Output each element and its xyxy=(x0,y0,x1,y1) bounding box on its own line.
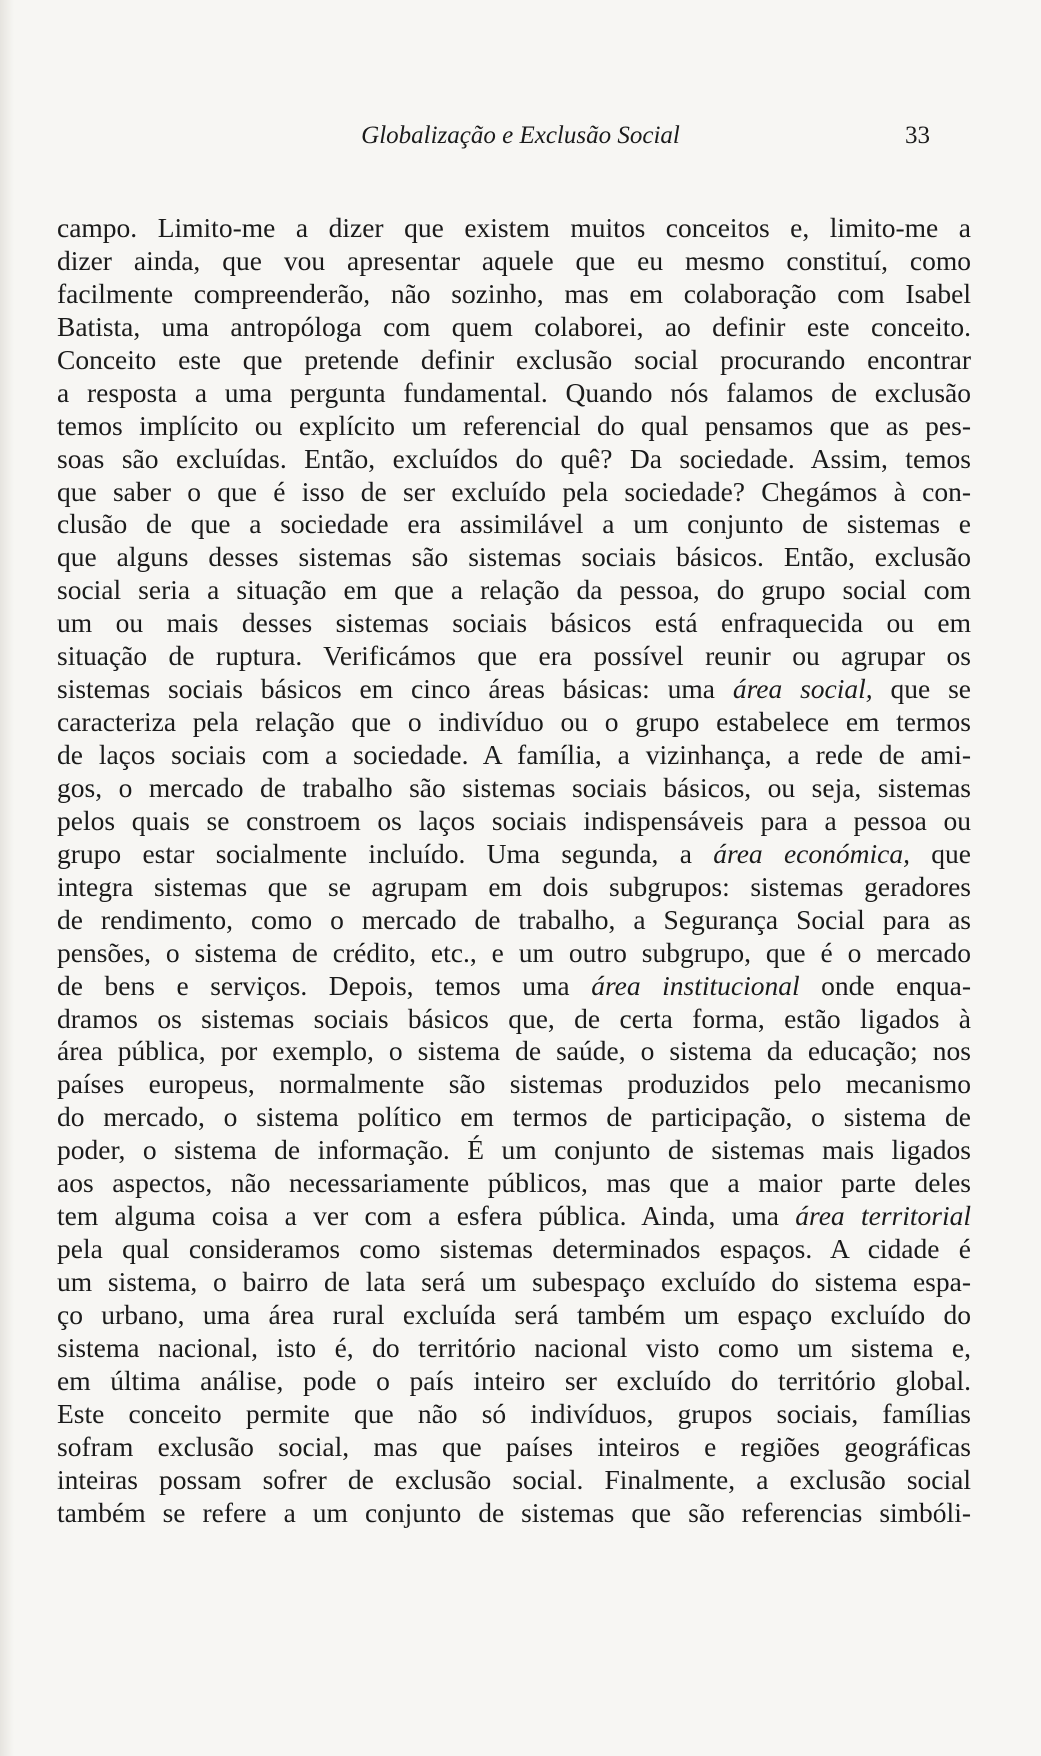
text-segment: de rendimento, como o mercado de trabalho, a Segurança Social para as xyxy=(57,903,971,935)
text-line xyxy=(57,1035,971,1068)
text-line xyxy=(57,1200,971,1233)
text-segment: pela qual consideramos como sistemas determinados espaços. A cidade é xyxy=(57,1233,971,1265)
text-line xyxy=(57,212,971,245)
body-text xyxy=(57,212,971,1530)
text-line xyxy=(57,673,971,706)
text-line xyxy=(57,311,971,344)
text-segment: Batista, uma antropóloga com quem colaborei, ao definir este conceito. xyxy=(57,310,971,342)
page-edge-shadow xyxy=(0,0,14,1756)
text-line xyxy=(57,278,971,311)
italic-term: área social, xyxy=(732,673,873,705)
text-segment: temos implícito ou explícito um referencial do qual pensamos que as pes- xyxy=(57,409,971,441)
text-segment: de laços sociais com a sociedade. A família, a vizinhança, a rede de ami- xyxy=(57,739,971,770)
text-segment: dramos os sistemas sociais básicos que, de certa forma, estão ligados à xyxy=(57,1002,971,1034)
text-line xyxy=(57,1101,971,1134)
text-line xyxy=(57,1003,971,1036)
text-line xyxy=(57,1167,971,1200)
text-segment: sofram exclusão social, mas que países inteiros e regiões geográficas xyxy=(57,1430,971,1462)
text-line xyxy=(57,640,971,673)
text-line xyxy=(57,1332,971,1365)
text-line xyxy=(57,1299,971,1332)
page-number: 33 xyxy=(905,122,930,149)
text-segment: gos, o mercado de trabalho são sistemas sociais básicos, ou seja, sistemas xyxy=(57,771,971,803)
text-line xyxy=(57,937,971,970)
text-line xyxy=(57,508,971,541)
text-segment: um ou mais desses sistemas sociais básicos está enfraquecida ou em xyxy=(57,607,971,639)
text-segment: de bens e serviços. Depois, temos uma xyxy=(57,969,592,1001)
text-line xyxy=(57,1134,971,1167)
text-segment: pensões, o sistema de crédito, etc., e um outro subgrupo, que é o mercado xyxy=(57,936,971,968)
text-line xyxy=(57,1431,971,1464)
text-segment: situação de ruptura. Verificámos que era possível reunir ou agrupar os xyxy=(57,640,971,672)
text-segment: grupo estar socialmente incluído. Uma segunda, a xyxy=(57,837,714,869)
text-line xyxy=(57,739,971,772)
text-segment: facilmente compreenderão, não sozinho, mas em colaboração com Isabel xyxy=(57,277,971,309)
text-line xyxy=(57,871,971,904)
text-line xyxy=(57,706,971,739)
text-line xyxy=(57,607,971,640)
text-line xyxy=(57,541,971,574)
text-line xyxy=(57,838,971,871)
text-line xyxy=(57,377,971,410)
text-line xyxy=(57,574,971,607)
text-segment: Conceito este que pretende definir exclusão social procurando encontrar xyxy=(57,343,971,375)
text-segment: onde enqua- xyxy=(799,969,971,1001)
text-line xyxy=(57,1068,971,1101)
text-line xyxy=(57,1398,971,1431)
text-line xyxy=(57,805,971,838)
text-segment: que saber o que é isso de ser excluído pela sociedade? Chegámos à con- xyxy=(57,475,971,507)
text-line xyxy=(57,344,971,377)
italic-term: área económica, xyxy=(713,837,910,869)
text-line xyxy=(57,443,971,476)
running-title: Globalização e Exclusão Social xyxy=(361,122,680,149)
text-segment: dizer ainda, que vou apresentar aquele que eu mesmo constituí, como xyxy=(57,244,971,276)
text-segment: em última análise, pode o país inteiro ser excluído do território global. xyxy=(57,1364,971,1396)
text-segment: sistemas sociais básicos em cinco áreas básicas: uma xyxy=(57,673,733,705)
text-line xyxy=(57,1233,971,1266)
text-line xyxy=(57,1365,971,1398)
text-line xyxy=(57,245,971,278)
text-line xyxy=(57,476,971,509)
text-segment: do mercado, o sistema político em termos de participação, o sistema de xyxy=(57,1101,971,1133)
text-segment: pelos quais se constroem os laços sociais indispensáveis para a pessoa ou xyxy=(57,804,971,836)
text-segment: campo. Limito-me a dizer que existem muitos conceitos e, limito-me a xyxy=(57,212,971,243)
text-segment: também se refere a um conjunto de sistemas que são referencias simbóli- xyxy=(57,1496,971,1528)
text-line xyxy=(57,904,971,937)
text-segment: que alguns desses sistemas são sistemas sociais básicos. Então, exclusão xyxy=(57,541,971,573)
text-segment: ço urbano, uma área rural excluída será também um espaço excluído do xyxy=(57,1298,971,1330)
text-segment: inteiras possam sofrer de exclusão social. Finalmente, a exclusão social xyxy=(57,1463,971,1495)
text-segment: sistema nacional, isto é, do território nacional visto como um sistema e, xyxy=(57,1331,971,1363)
text-segment: que xyxy=(909,837,971,869)
text-segment: área pública, por exemplo, o sistema de saúde, o sistema da educação; nos xyxy=(57,1035,971,1067)
text-segment: caracteriza pela relação que o indivíduo ou o grupo estabelece em termos xyxy=(57,706,971,738)
text-line xyxy=(57,1497,971,1530)
text-segment: aos aspectos, não necessariamente públicos, mas que a maior parte deles xyxy=(57,1167,971,1199)
text-segment: clusão de que a sociedade era assimilável a um conjunto de sistemas e xyxy=(57,508,971,540)
text-segment: tem alguma coisa a ver com a esfera pública. Ainda, uma xyxy=(57,1200,796,1232)
text-segment: Este conceito permite que não só indivíduos, grupos sociais, famílias xyxy=(57,1397,971,1429)
italic-term: área institucional xyxy=(591,969,800,1001)
italic-term: área territorial xyxy=(795,1200,972,1232)
text-line xyxy=(57,410,971,443)
text-line xyxy=(57,1464,971,1497)
text-segment: um sistema, o bairro de lata será um subespaço excluído do sistema espa- xyxy=(57,1266,971,1297)
text-segment: soas são excluídas. Então, excluídos do quê? Da sociedade. Assim, temos xyxy=(57,442,971,474)
text-line xyxy=(57,772,971,805)
text-segment: países europeus, normalmente são sistemas produzidos pelo mecanismo xyxy=(57,1068,971,1100)
text-segment: social seria a situação em que a relação da pessoa, do grupo social com xyxy=(57,574,971,606)
text-segment: integra sistemas que se agrupam em dois subgrupos: sistemas geradores xyxy=(57,870,971,902)
text-segment: poder, o sistema de informação. É um conjunto de sistemas mais ligados xyxy=(57,1134,971,1166)
text-segment: que se xyxy=(872,673,971,705)
text-line xyxy=(57,1266,971,1299)
text-line xyxy=(57,970,971,1003)
text-segment: a resposta a uma pergunta fundamental. Quando nós falamos de exclusão xyxy=(57,376,971,408)
